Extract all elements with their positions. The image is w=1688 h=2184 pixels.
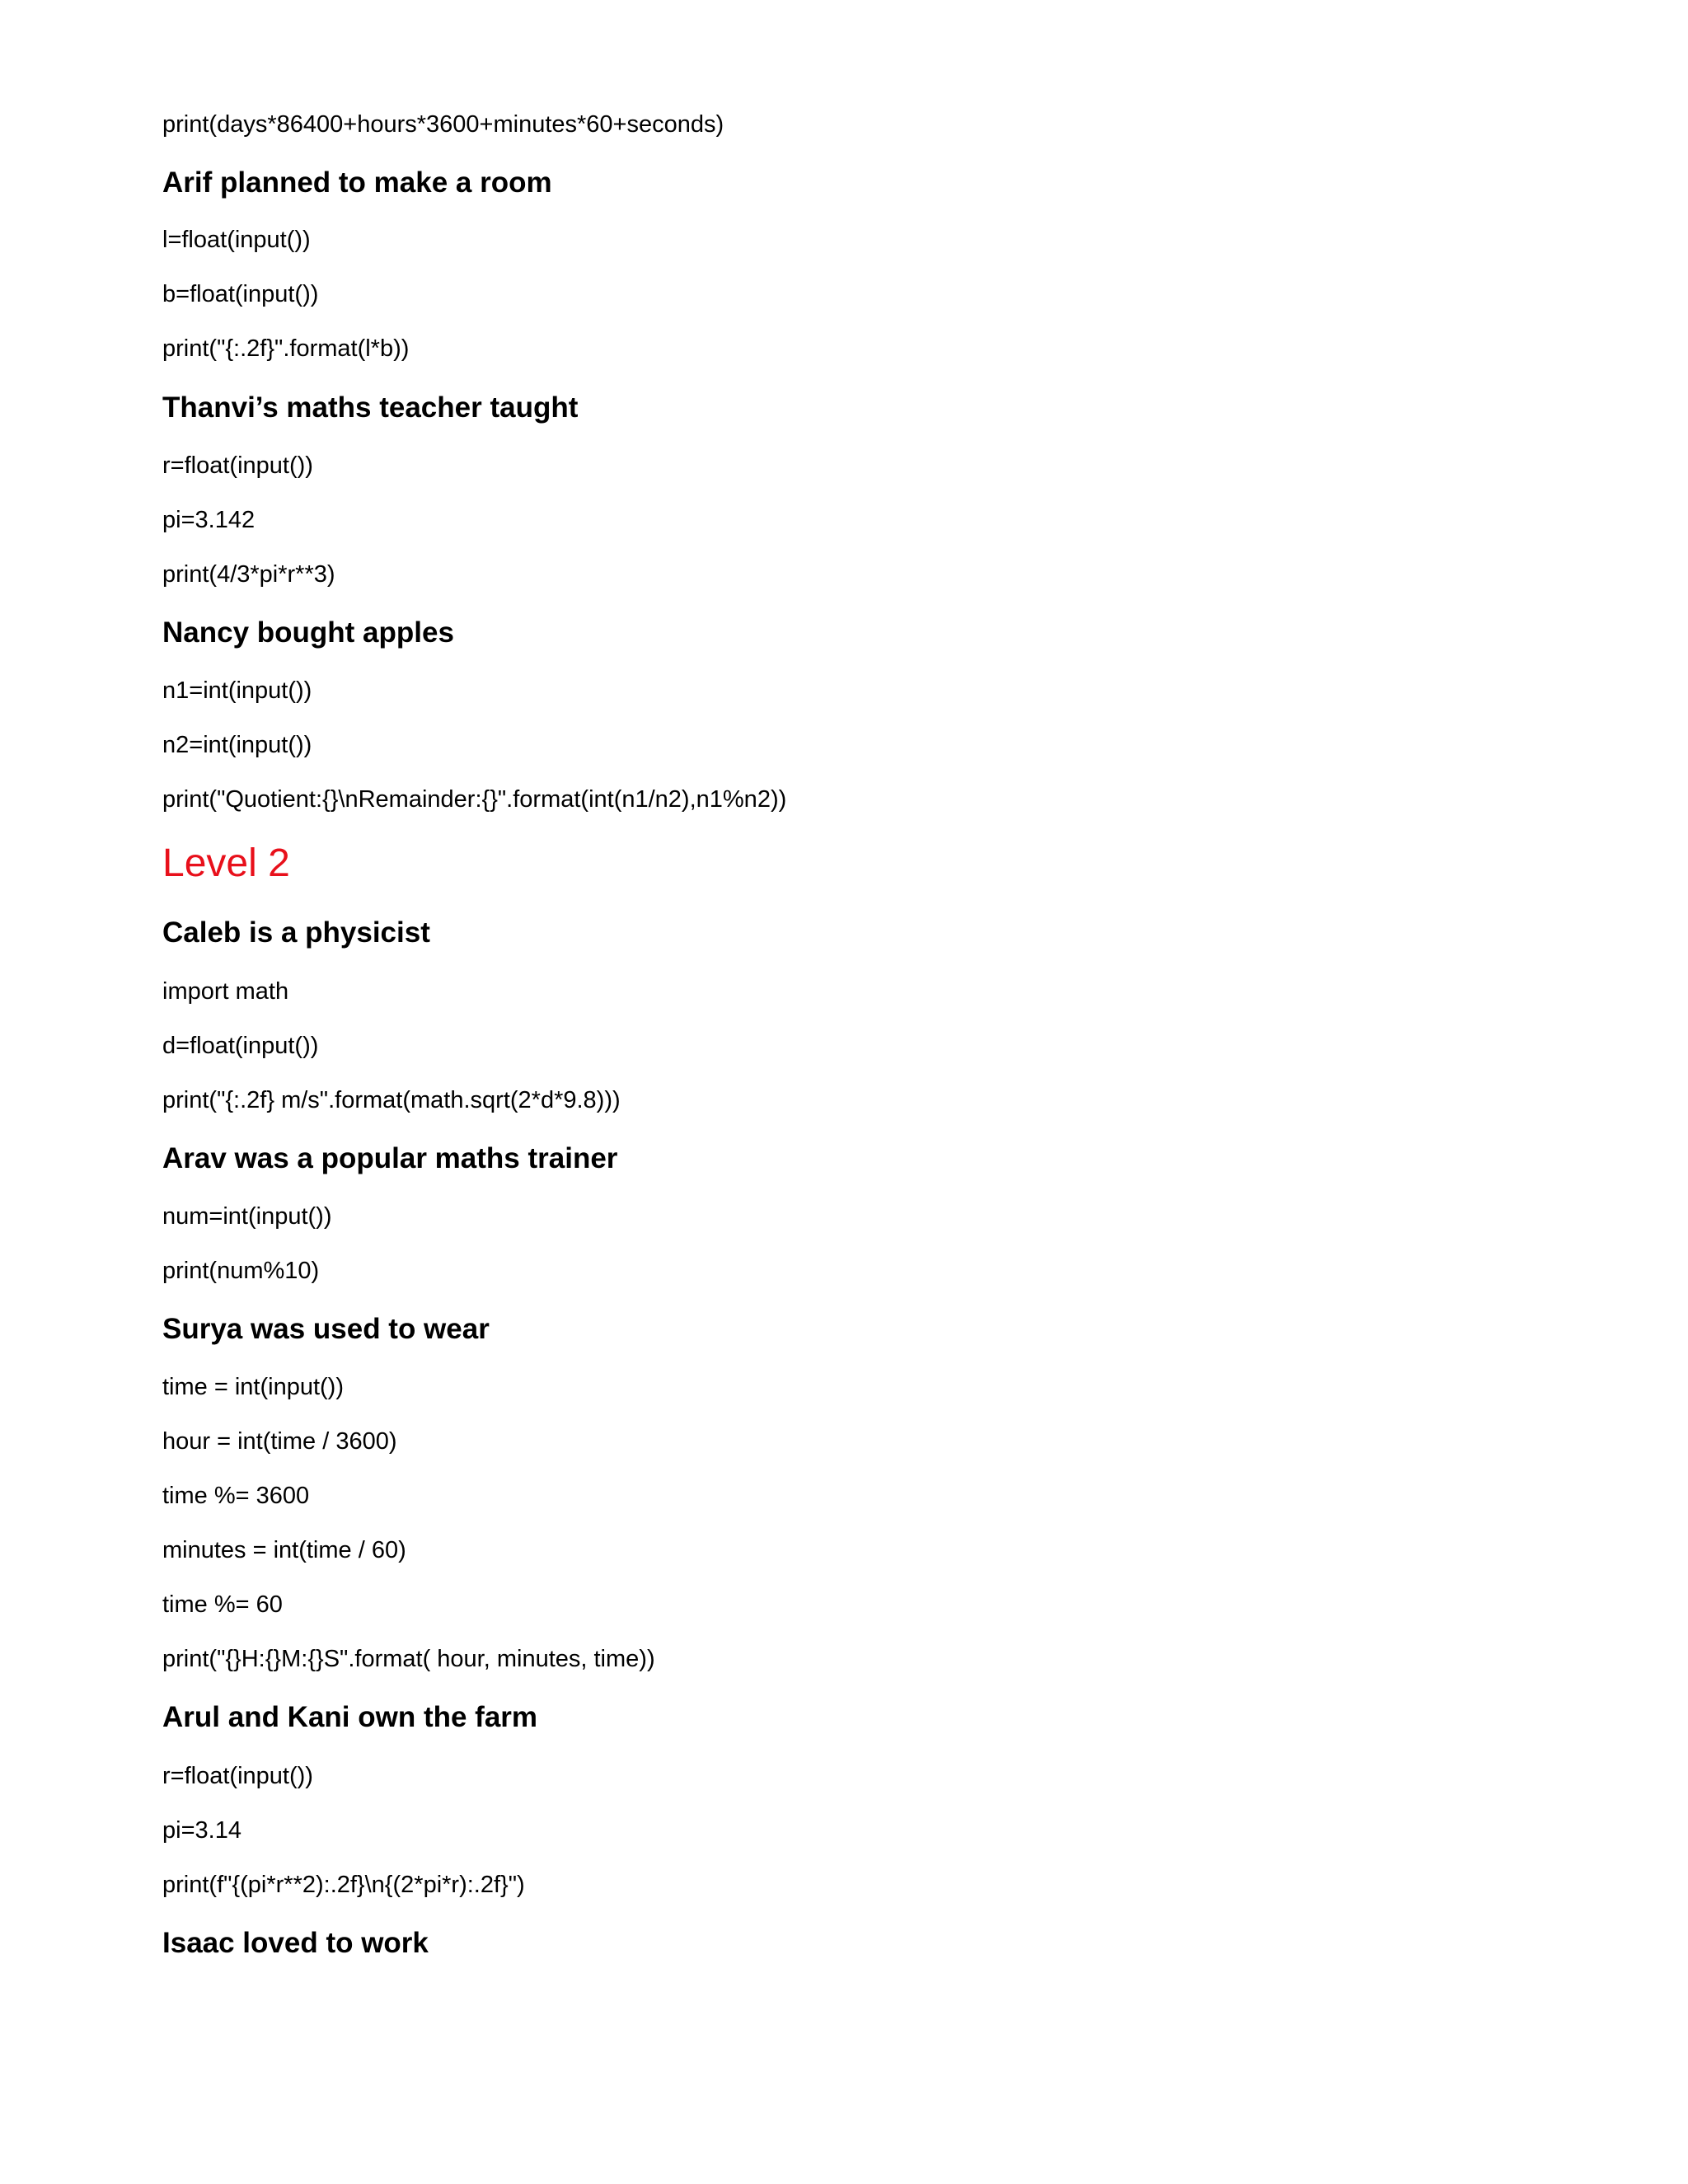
code-line: import math [162,978,289,1005]
code-line: print(num%10) [162,1258,320,1284]
code-line: r=float(input()) [162,1763,313,1789]
section-heading-isaac: Isaac loved to work [162,1927,429,1959]
section-heading-caleb: Caleb is a physicist [162,916,430,949]
code-line: print(f"{(pi*r**2):.2f}\n{(2*pi*r):.2f}") [162,1872,525,1898]
code-line: print("{:.2f} m/s".format(math.sqrt(2*d*9.8))) [162,1087,621,1113]
code-line: time %= 60 [162,1591,283,1618]
section-heading-nancy: Nancy bought apples [162,616,454,649]
section-heading-surya: Surya was used to wear [162,1313,490,1345]
code-line: print("Quotient:{}\nRemainder:{}".format(int(n1/n2),n1%n2)) [162,786,787,813]
level-2-heading: Level 2 [162,841,290,885]
code-line: print(4/3*pi*r**3) [162,561,335,588]
code-line: n1=int(input()) [162,677,312,704]
section-heading-arav: Arav was a popular maths trainer [162,1142,618,1174]
section-heading-arif: Arif planned to make a room [162,166,552,199]
code-line: print("{}H:{}M:{}S".format( hour, minutes, time)) [162,1646,655,1672]
code-line: time = int(input()) [162,1374,344,1400]
code-line: hour = int(time / 3600) [162,1428,397,1455]
code-line-total-seconds: print(days*86400+hours*3600+minutes*60+seconds) [162,111,724,138]
code-line: pi=3.14 [162,1817,241,1844]
code-line: r=float(input()) [162,452,313,479]
code-line: minutes = int(time / 60) [162,1537,406,1563]
section-heading-arul: Arul and Kani own the farm [162,1701,538,1733]
code-line: print("{:.2f}".format(l*b)) [162,335,410,362]
code-line: d=float(input()) [162,1033,319,1059]
code-line: b=float(input()) [162,281,319,307]
code-line: n2=int(input()) [162,732,312,758]
code-line: pi=3.142 [162,507,256,533]
code-line: time %= 3600 [162,1483,310,1509]
section-heading-thanvi: Thanvi’s maths teacher taught [162,391,579,424]
code-line: l=float(input()) [162,227,311,253]
code-line: num=int(input()) [162,1203,332,1230]
